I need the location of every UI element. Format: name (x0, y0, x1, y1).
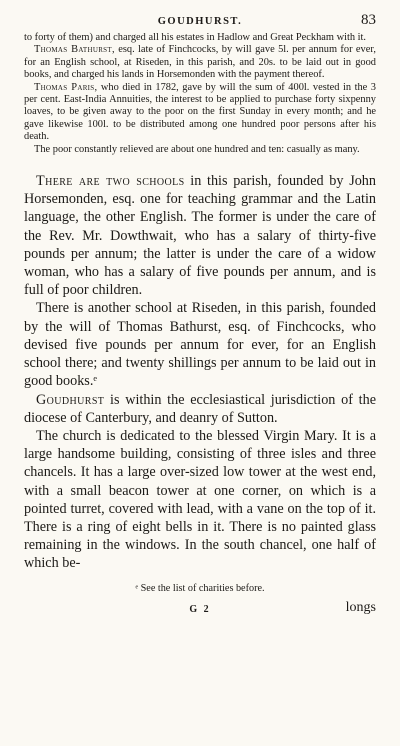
page-number: 83 (361, 12, 376, 28)
paragraph-small-1 (24, 32, 376, 44)
paragraph-small-2 (24, 44, 376, 81)
paragraph-lead: Thomas Bathurst, (34, 44, 115, 56)
paragraph-small-4 (24, 144, 376, 156)
paragraph-lead: Thomas Paris, (34, 81, 98, 93)
paragraph-large-2 (24, 299, 376, 390)
page-footer (24, 600, 376, 626)
running-title: GOUDHURST. (157, 16, 243, 27)
paragraph-text: esq. late of Finchcocks, by will gave 5l. per annum for ever, for an English school, at Riseden, in this parish, and 20s. to be laid out in good books, and charged his lands in Horsemonden with the payment thereof. (24, 44, 376, 81)
paragraph-text: There is another school at Riseden, in this parish, founded by the will of Thomas Bathurst, esq. of Finchcocks, who devised five pounds per annum for ever, for an English school there; and twenty shillings per annum to be laid out in good books.ᵉ (24, 300, 376, 390)
section-gap (24, 156, 376, 172)
paragraph-text: The poor constantly relieved are about one hundred and ten: casually as many. (34, 143, 360, 155)
paragraph-lead: Goudhurst (36, 391, 105, 408)
paragraph-text: is within the ecclesiastical jurisdiction of the diocese of Canterbury, and deanry of Sutton. (24, 391, 376, 426)
page (24, 12, 376, 626)
signature-mark: G 2 (189, 603, 211, 615)
catchword: longs (345, 599, 376, 615)
paragraph-text: The church is dedicated to the blessed Virgin Mary. It is a large handsome building, consisting of three isles and three chancels. It has a large over-sized low tower at the west end, with a small beacon tower at one corner, on which is a pointed turret, covered with lead, with a vane on the top of it. There is a ring of eight bells in it. There is no painted glass remaining in the windows. In the south chancel, one half of which be- (24, 427, 376, 572)
paragraph-small-3 (24, 82, 376, 144)
paragraph-large-1 (24, 172, 376, 299)
running-header (24, 12, 376, 32)
paragraph-large-3 (24, 391, 376, 427)
paragraph-text: to forty of them) and charged all his estates in Hadlow and Great Peckham with it. (24, 32, 367, 43)
paragraph-lead: There are two schools (36, 173, 185, 190)
paragraph-text: who died in 1782, gave by will the sum of 400l. vested in the 3 per cent. East-India Annuities, the interest to be applied to purchase forty sixpenny loaves, to be given away to the poor on the first Sunday in every month; and he gave likewise 100l. to be distributed among one hundred poor persons after his death. (24, 81, 377, 143)
paragraph-large-4 (24, 427, 376, 573)
paragraph-text: in this parish, founded by John Horsemonden, esq. one for teaching grammar and the Latin language, the other English. The former is under the care of the Rev. Mr. Dowthwait, who has a salary of thirty-five pounds per annum; the latter is under the care of a widow woman, who has a salary of five pounds per annum, and is full of poor children. (24, 173, 376, 299)
footnote: ᵉ See the list of charities before. (135, 582, 265, 594)
